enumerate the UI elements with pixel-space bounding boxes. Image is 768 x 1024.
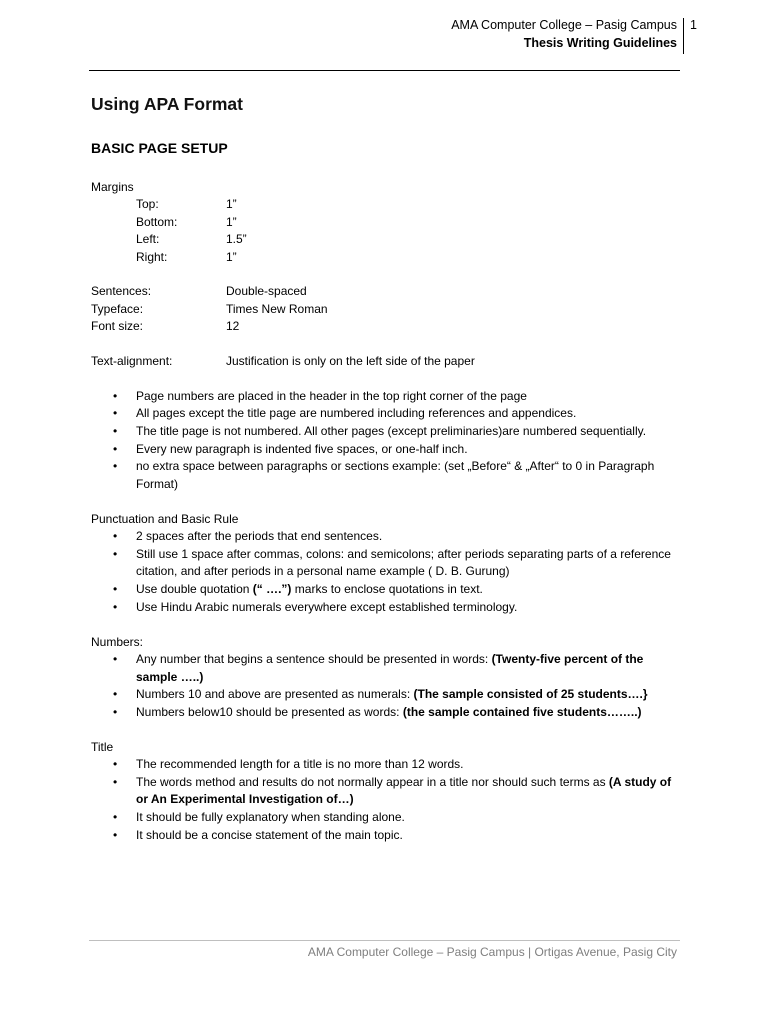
- item-emphasis: (Twenty-five percent of the sample …..): [136, 651, 644, 684]
- header-text: [451, 16, 677, 52]
- list-item: • 2 spaces after the periods that end sentences.: [91, 528, 681, 546]
- document-body: [91, 92, 681, 844]
- alignment-row: [91, 353, 681, 370]
- margin-key: Left:: [136, 232, 160, 247]
- alignment-value: Justification is only on the left side of the paper: [226, 354, 475, 369]
- header-doc-title: Thesis Writing Guidelines: [523, 36, 677, 50]
- margin-key: Bottom:: [136, 214, 178, 229]
- punctuation-label: Punctuation and Basic Rule: [91, 511, 239, 526]
- setting-row: [91, 318, 681, 335]
- setting-row: [91, 301, 681, 318]
- item-emphasis: (The sample consisted of 25 students….}: [413, 687, 648, 702]
- numbers-list: [91, 651, 681, 721]
- page-header: [0, 16, 768, 56]
- margin-row: [91, 249, 681, 266]
- list-item: • The recommended length for a title is no more than 12 words.: [91, 756, 681, 774]
- list-item: • It should be fully explanatory when standing alone.: [91, 809, 681, 827]
- list-item: • The title page is not numbered. All other pages (except preliminaries)are numbered sequentially.: [91, 423, 681, 441]
- punctuation-list: [91, 528, 681, 616]
- list-item: • It should be a concise statement of the main topic.: [91, 827, 681, 845]
- header-rule: [89, 70, 680, 71]
- page-number: 1: [690, 18, 697, 32]
- list-item: • no extra space between paragraphs or sections example: (set „Before“ & „After“ to 0 in Paragraph Format): [91, 458, 681, 493]
- margin-row: [91, 231, 681, 248]
- page-setup-list: [91, 388, 681, 494]
- item-text: The words method and results do not normally appear in a title nor should such terms as: [136, 774, 609, 789]
- setting-key: Typeface:: [91, 301, 144, 316]
- list-item: • Still use 1 space after commas, colons: and semicolons; after periods separating parts of a reference citation, and after periods in a personal name example ( D. B. Gurung): [91, 546, 681, 581]
- margins-label: Margins: [91, 180, 134, 194]
- setting-key: Sentences:: [91, 284, 152, 299]
- list-item: • Every new paragraph is indented five spaces, or one-half inch.: [91, 441, 681, 459]
- list-item: [91, 581, 681, 599]
- setting-value: Double-spaced: [226, 284, 307, 299]
- item-text: Numbers 10 and above are presented as numerals:: [136, 687, 414, 702]
- list-item: • All pages except the title page are numbered including references and appendices.: [91, 405, 681, 423]
- item-emphasis: (A study of or An Experimental Investigation of…): [136, 774, 672, 807]
- setting-value: 12: [226, 319, 240, 334]
- numbers-label: Numbers:: [91, 634, 144, 649]
- page-footer: AMA Computer College – Pasig Campus | Ortigas Avenue, Pasig City: [307, 945, 677, 959]
- setting-row: [91, 283, 681, 300]
- header-divider: [683, 18, 684, 54]
- section-heading: BASIC PAGE SETUP: [91, 140, 228, 156]
- margin-row: [91, 214, 681, 231]
- margin-key: Right:: [136, 249, 168, 264]
- list-item: [91, 704, 681, 722]
- list-item: [91, 774, 681, 809]
- alignment-key: Text-alignment:: [91, 354, 173, 369]
- margin-value: 1”: [226, 214, 237, 229]
- item-emphasis: (the sample contained five students……..): [402, 704, 642, 719]
- list-item: • Page numbers are placed in the header in the top right corner of the page: [91, 388, 681, 406]
- item-emphasis: (“ ….”): [252, 581, 292, 596]
- list-item: • Use Hindu Arabic numerals everywhere except established terminology.: [91, 599, 681, 617]
- margin-value: 1”: [226, 197, 237, 212]
- document-title: Using APA Format: [91, 94, 243, 114]
- margin-value: 1”: [226, 249, 237, 264]
- header-college: AMA Computer College – Pasig Campus: [451, 18, 677, 32]
- setting-value: Times New Roman: [226, 301, 328, 316]
- margin-row: [91, 196, 681, 213]
- item-text: Numbers below10 should be presented as words:: [136, 704, 403, 719]
- item-text: Any number that begins a sentence should be presented in words:: [136, 651, 492, 666]
- title-list: [91, 756, 681, 844]
- setting-key: Font size:: [91, 319, 144, 334]
- item-text: Use double quotation: [136, 581, 253, 596]
- item-text: marks to enclose quotations in text.: [291, 581, 483, 596]
- footer-rule: [89, 940, 680, 941]
- margin-value: 1.5”: [226, 232, 247, 247]
- list-item: [91, 651, 681, 686]
- list-item: [91, 686, 681, 704]
- margin-key: Top:: [136, 197, 159, 212]
- title-label: Title: [91, 739, 114, 754]
